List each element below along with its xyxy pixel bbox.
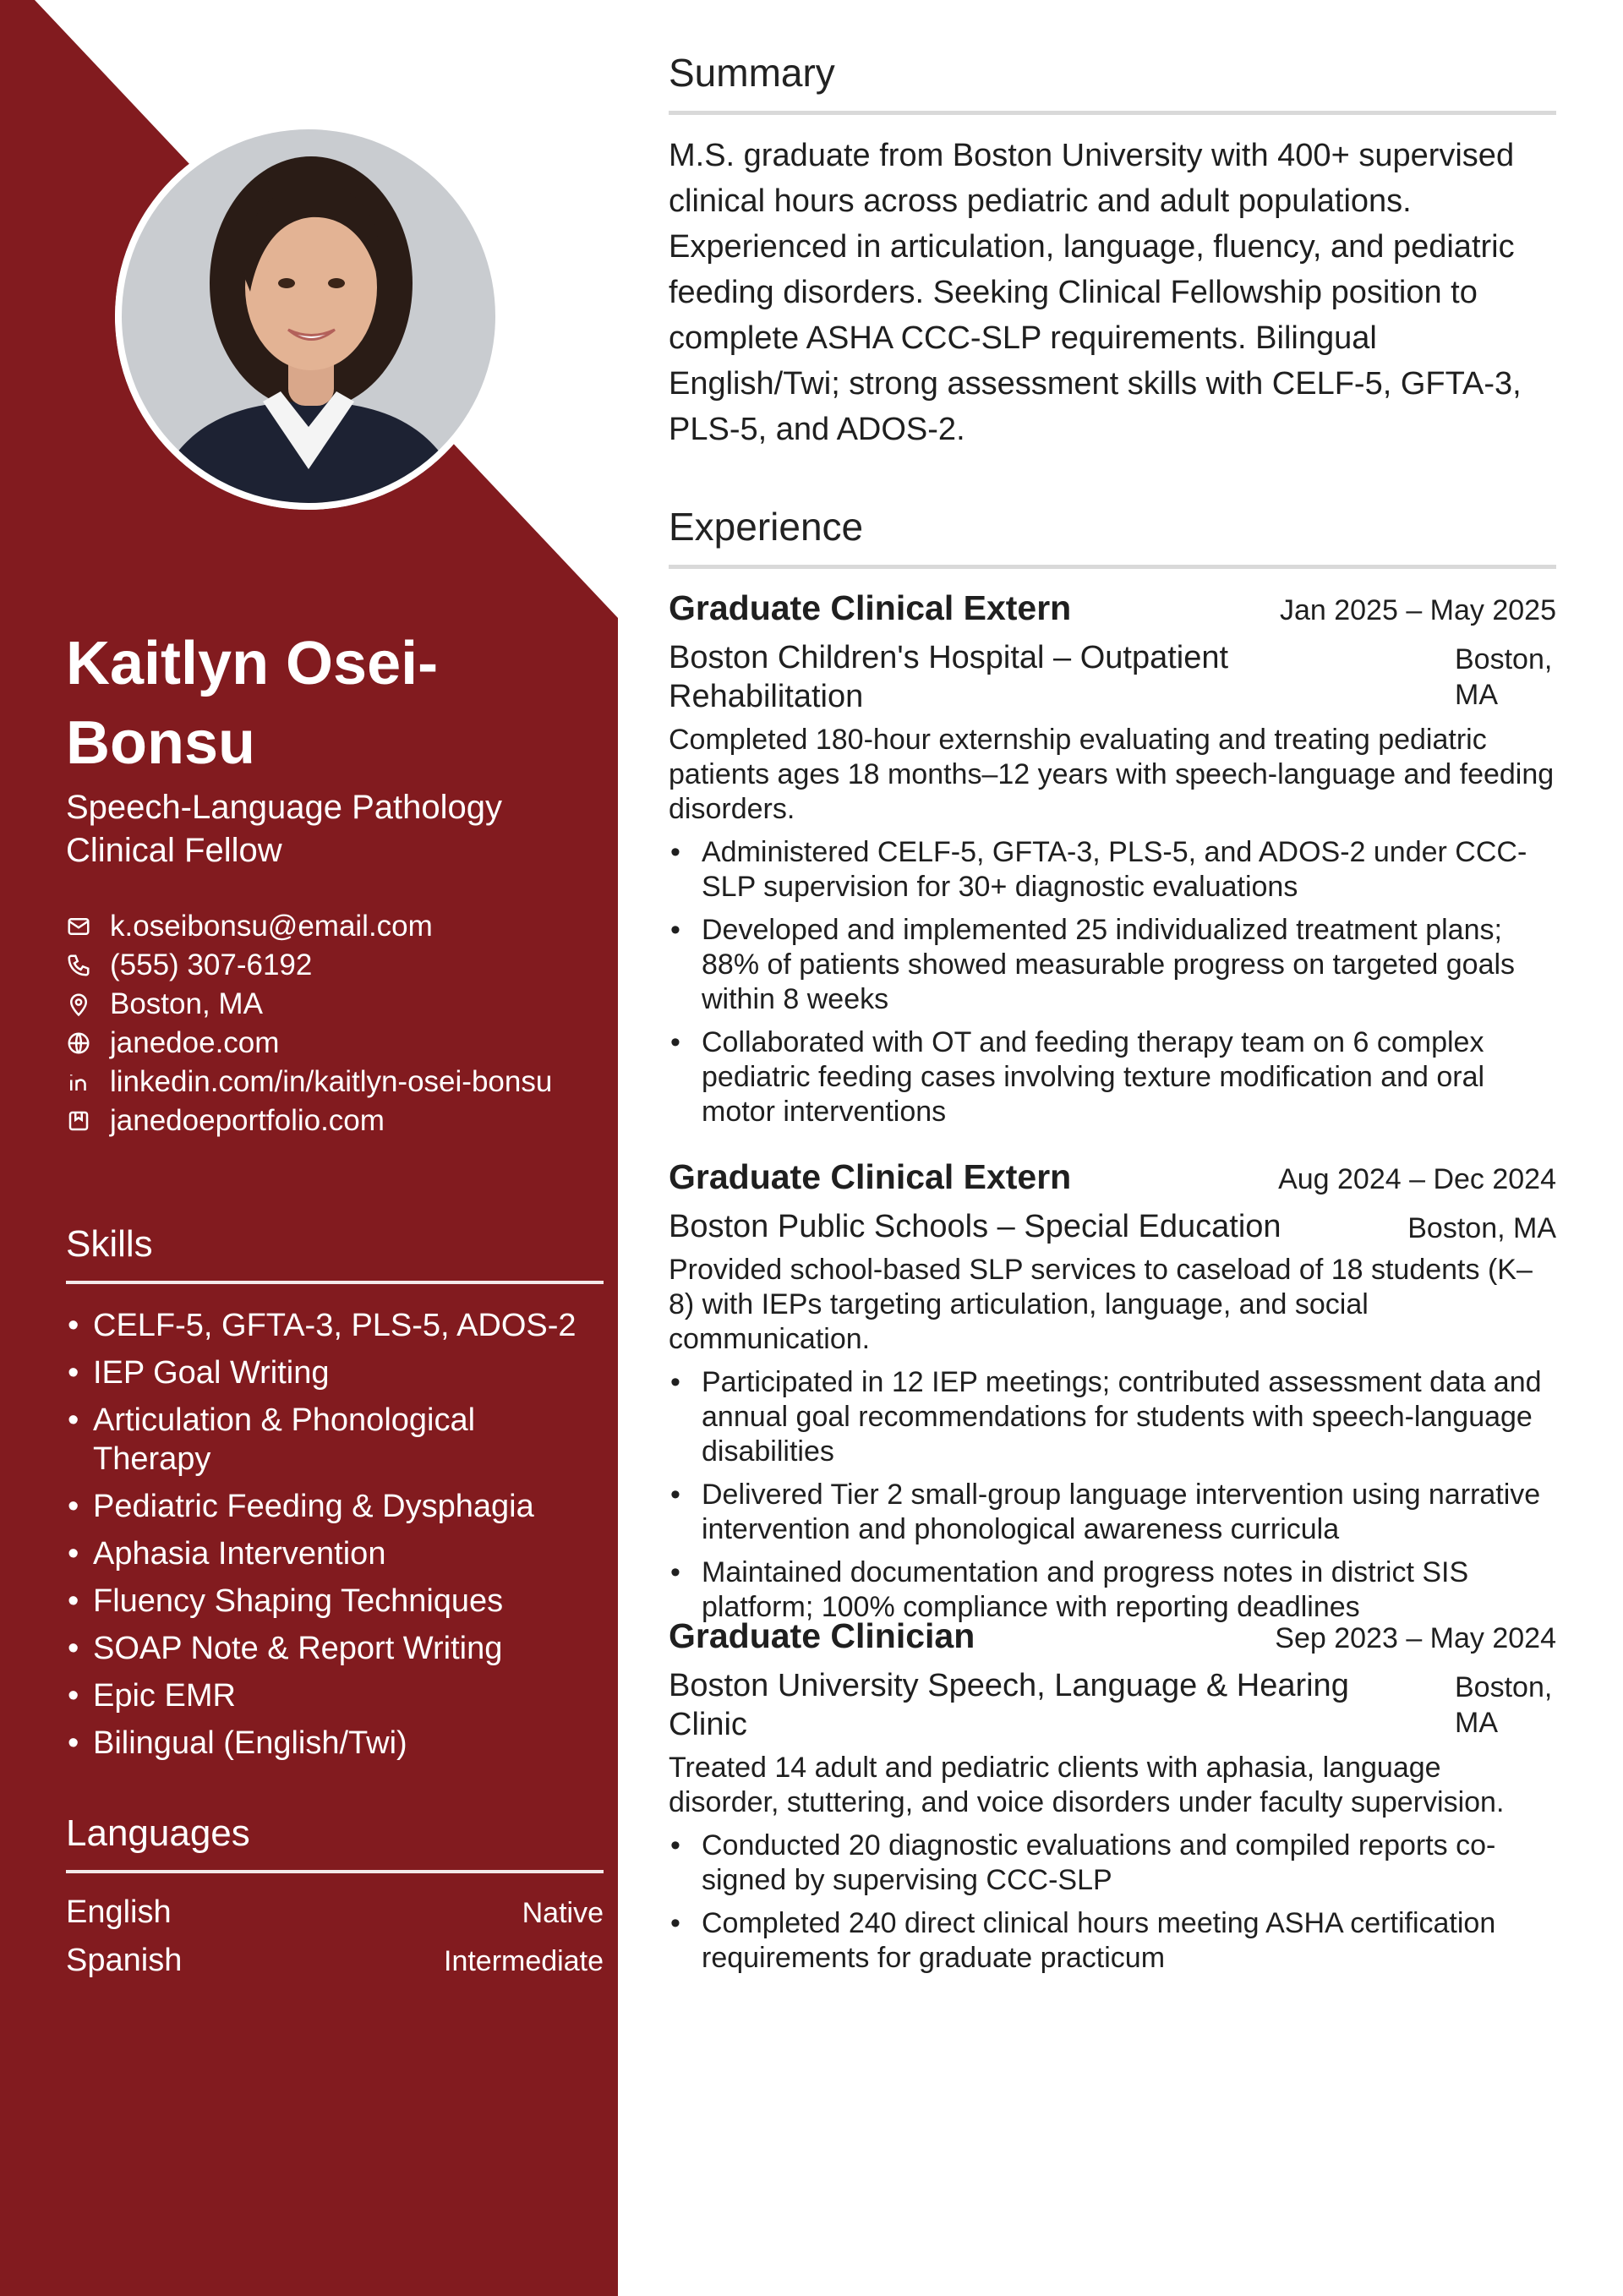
job-bullets [669, 835, 1556, 1129]
phone-icon [66, 946, 110, 985]
job-organization: Boston University Speech, Language & Hearing Clinic [669, 1668, 1349, 1742]
contact-email-text: k.oseibonsu@email.com [110, 910, 433, 943]
summary-divider [669, 111, 1556, 115]
job-title: Graduate Clinical Extern [669, 588, 1072, 627]
job-bullet: • Completed 240 direct clinical hours meeting ASHA certification requirements for graduate practicum [669, 1906, 1556, 1976]
experience-divider [669, 565, 1556, 569]
contact-list [66, 907, 604, 1140]
job-title: Graduate Clinical Extern [669, 1157, 1072, 1196]
job-bullets [669, 1365, 1556, 1625]
job-location: Boston, MA [1455, 1671, 1553, 1739]
skill-item: • Aphasia Intervention [66, 1534, 604, 1573]
language-row [66, 1889, 604, 1937]
job-bullet: • Participated in 12 IEP meetings; contributed assessment data and annual goal recommendations for students with speech-language disabilities [669, 1365, 1556, 1469]
job-description: Provided school-based SLP services to caseload of 18 students (K–8) with IEPs targeting articulation, language, and social communication. [669, 1254, 1533, 1355]
profile-photo [115, 123, 502, 510]
skills-heading: Skills [66, 1223, 153, 1265]
skill-item: • Fluency Shaping Techniques [66, 1582, 604, 1621]
skills-section [66, 1222, 604, 1771]
skill-item: • IEP Goal Writing [66, 1353, 604, 1392]
summary-text: M.S. graduate from Boston University with 400+ supervised clinical hours across pediatric and adult populations. Experienced in articulation, language, fluency, and pediatric feeding disorders. Seeking Clinical Fellowship position to complete ASHA CCC-SLP requirements. Bilingual English/Twi; strong assessment skills with CELF-5, GFTA-3, PLS-5, and ADOS-2. [669, 138, 1522, 447]
job-entry [669, 1613, 1556, 1984]
job-dates: Aug 2024 – Dec 2024 [1278, 1163, 1556, 1195]
job-title: Graduate Clinician [669, 1616, 975, 1655]
portfolio-icon [66, 1102, 110, 1140]
languages-section [66, 1811, 604, 1985]
job-bullet: • Conducted 20 diagnostic evaluations and compiled reports co-signed by supervising CCC-SLP [669, 1829, 1556, 1898]
contact-email[interactable] [66, 907, 604, 946]
contact-website-text: janedoe.com [110, 1026, 280, 1059]
contact-website[interactable] [66, 1024, 604, 1063]
language-name: Spanish [66, 1943, 183, 1978]
email-icon [66, 907, 110, 946]
job-location: Boston, MA [1455, 643, 1553, 711]
contact-linkedin[interactable] [66, 1063, 604, 1102]
job-entry [669, 585, 1556, 1138]
job-entry [669, 1154, 1556, 1633]
job-description: Treated 14 adult and pediatric clients with aphasia, language disorder, stuttering, and voice disorders under faculty supervision. [669, 1752, 1505, 1818]
job-organization: Boston Children's Hospital – Outpatient Rehabilitation [669, 640, 1229, 714]
skill-item: • Epic EMR [66, 1676, 604, 1715]
skill-item: • Articulation & Phonological Therapy [66, 1401, 533, 1479]
linkedin-icon [66, 1063, 110, 1102]
skill-item: • Bilingual (English/Twi) [66, 1724, 604, 1763]
contact-linkedin-text: linkedin.com/in/kaitlyn-osei-bonsu [110, 1065, 553, 1098]
skill-item: • Pediatric Feeding & Dysphagia [66, 1487, 604, 1526]
job-bullet: • Administered CELF-5, GFTA-3, PLS-5, and ADOS-2 under CCC-SLP supervision for 30+ diagnostic evaluations [669, 835, 1556, 905]
job-bullet: • Maintained documentation and progress notes in district SIS platform; 100% compliance with reporting deadlines [669, 1555, 1556, 1625]
experience-heading: Experience [669, 505, 864, 549]
contact-portfolio[interactable] [66, 1102, 604, 1140]
contact-phone[interactable] [66, 946, 604, 985]
contact-phone-text: (555) 307-6192 [110, 948, 313, 981]
contact-location [66, 985, 604, 1024]
skill-item: • SOAP Note & Report Writing [66, 1629, 604, 1668]
language-level: Intermediate [444, 1945, 604, 1977]
job-organization: Boston Public Schools – Special Education [669, 1209, 1281, 1244]
job-bullets [669, 1829, 1556, 1976]
location-pin-icon [66, 985, 110, 1024]
job-dates: Jan 2025 – May 2025 [1279, 594, 1556, 626]
contact-location-text: Boston, MA [110, 987, 263, 1020]
job-location: Boston, MA [1407, 1212, 1556, 1244]
language-level: Native [522, 1897, 604, 1929]
candidate-title: Speech-Language Pathology Clinical Fellow [66, 789, 502, 869]
job-dates: Sep 2023 – May 2024 [1275, 1622, 1556, 1654]
languages-divider [66, 1870, 604, 1873]
summary-heading: Summary [669, 51, 835, 95]
candidate-name: Kaitlyn Osei-Bonsu [66, 630, 439, 777]
language-row [66, 1937, 604, 1985]
skills-divider [66, 1281, 604, 1284]
languages-heading: Languages [66, 1812, 250, 1854]
job-bullet: • Delivered Tier 2 small-group language intervention using narrative intervention and phonological awareness curricula [669, 1478, 1556, 1547]
job-bullet: • Developed and implemented 25 individualized treatment plans; 88% of patients showed measurable progress on targeted goals within 8 weeks [669, 913, 1556, 1017]
globe-icon [66, 1024, 110, 1063]
skill-item: • CELF-5, GFTA-3, PLS-5, ADOS-2 [66, 1306, 604, 1345]
job-bullet: • Collaborated with OT and feeding therapy team on 6 complex pediatric feeding cases involving texture modification and oral motor interventions [669, 1025, 1556, 1129]
contact-portfolio-text: janedoeportfolio.com [110, 1104, 385, 1137]
job-description: Completed 180-hour externship evaluating and treating pediatric patients ages 18 months–12 years with speech-language and feeding disorders. [669, 724, 1555, 825]
language-name: English [66, 1894, 172, 1930]
skill-list [66, 1306, 604, 1763]
